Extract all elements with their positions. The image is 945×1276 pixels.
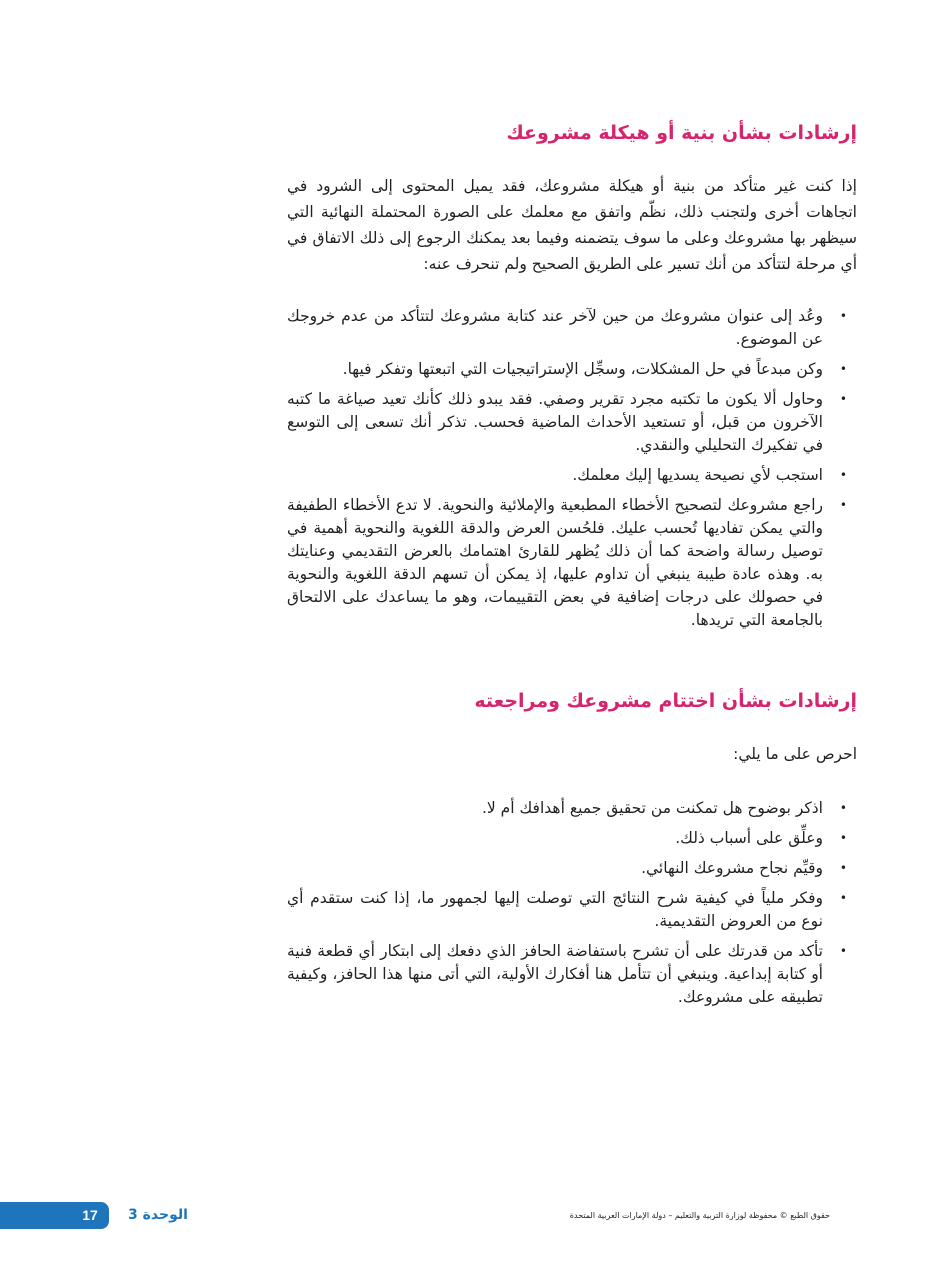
bullet-dot-icon: • bbox=[839, 309, 847, 323]
list-item: • وكن مبدعاً في حل المشكلات، وسجِّل الإستراتيجيات التي اتبعتها وتفكر فيها. bbox=[287, 358, 857, 381]
list-item: • وحاول ألا يكون ما تكتبه مجرد تقرير وصفي. فقد يبدو ذلك كأنك تعيد صياغة ما كتبه الآخرون من قبل، أو تستعيد الأحداث الماضية فحسب. تذكر أنك تسعى إلى التوسع في تفكيرك التحليلي والنقدي. bbox=[287, 390, 847, 454]
list-item: • استجب لأي نصيحة يسديها إليك معلمك. bbox=[287, 464, 857, 487]
bullet-list-structure bbox=[287, 305, 857, 639]
bullet-dot-icon: • bbox=[839, 392, 847, 406]
unit-label: الوحدة 3 bbox=[128, 1207, 188, 1223]
page-number: 17 bbox=[82, 1207, 98, 1223]
list-item: • وعلِّق على أسباب ذلك. bbox=[287, 827, 857, 850]
bullet-dot-icon: • bbox=[839, 861, 847, 875]
section-intro-conclusion: احرص على ما يلي: bbox=[733, 745, 857, 763]
section-heading-conclusion: إرشادات بشأن اختتام مشروعك ومراجعته bbox=[474, 690, 857, 712]
section-heading-structure: إرشادات بشأن بنية أو هيكلة مشروعك bbox=[506, 122, 857, 144]
list-item: • وقيِّم نجاح مشروعك النهائي. bbox=[287, 857, 857, 880]
bullet-dot-icon: • bbox=[839, 468, 847, 482]
bullet-dot-icon: • bbox=[839, 891, 847, 905]
list-item: • تأكد من قدرتك على أن تشرح باستفاضة الحافز الذي دفعك إلى ابتكار أي قطعة فنية أو كتابة إبداعية. وينبغي أن تتأمل هنا أفكارك الأولية، التي أتى منها هذا الحافز، وكيفية تطبيقه على مشروعك. bbox=[287, 942, 847, 1006]
section-paragraph-structure: إذا كنت غير متأكد من بنية أو هيكلة مشروعك، فقد يميل المحتوى إلى الشرود في اتجاهات أخرى ولتجنب ذلك، نظّم واتفق مع معلمك على الصورة المحتملة النهائية التي سيظهر بها مشروعك وعلى ما سوف يتضمنه وفيما بعد يمكنك الرجوع إلى ذلك الاتفاق في أي مرحلة لتتأكد من أنك تسير على الطريق الصحيح ولم تنحرف عنه: bbox=[287, 177, 857, 273]
copyright-notice: حقوق الطبع © محفوظة لوزارة التربية والتعليم – دولة الإمارات العربية المتحدة bbox=[569, 1211, 830, 1220]
list-item: • وعُد إلى عنوان مشروعك من حين لآخر عند كتابة مشروعك لتتأكد من عدم خروجك عن الموضوع. bbox=[287, 307, 847, 348]
bullet-dot-icon: • bbox=[839, 944, 847, 958]
bullet-dot-icon: • bbox=[839, 362, 847, 376]
list-item: • وفكر ملياً في كيفية شرح النتائج التي توصلت إليها لجمهور ما، إذا كنت ستقدم أي نوع من العروض التقديمية. bbox=[287, 889, 847, 930]
bullet-dot-icon: • bbox=[839, 831, 847, 845]
list-item: • اذكر بوضوح هل تمكنت من تحقيق جميع أهدافك أم لا. bbox=[287, 797, 857, 820]
bullet-list-conclusion bbox=[287, 797, 857, 1016]
bullet-dot-icon: • bbox=[839, 801, 847, 815]
list-item: • راجع مشروعك لتصحيح الأخطاء المطبعية والإملائية والنحوية. لا تدع الأخطاء الطفيفة والتي يمكن تفاديها تُحسب عليك. فلحُسن العرض والدقة اللغوية والنحوية أهمية في توصيل رسالة واضحة كما أن ذلك يُظهر للقارئ اهتمامك بالعرض التقديمي وعنايتك به. وهذه عادة طيبة ينبغي أن تداوم عليها، إذ يمكن أن تسهم الدقة اللغوية والنحوية في حصولك على درجات إضافية في بعض التقييمات، وهو ما يساعدك على الالتحاق بالجامعة التي تريدها. bbox=[287, 496, 847, 629]
bullet-dot-icon: • bbox=[839, 498, 847, 512]
